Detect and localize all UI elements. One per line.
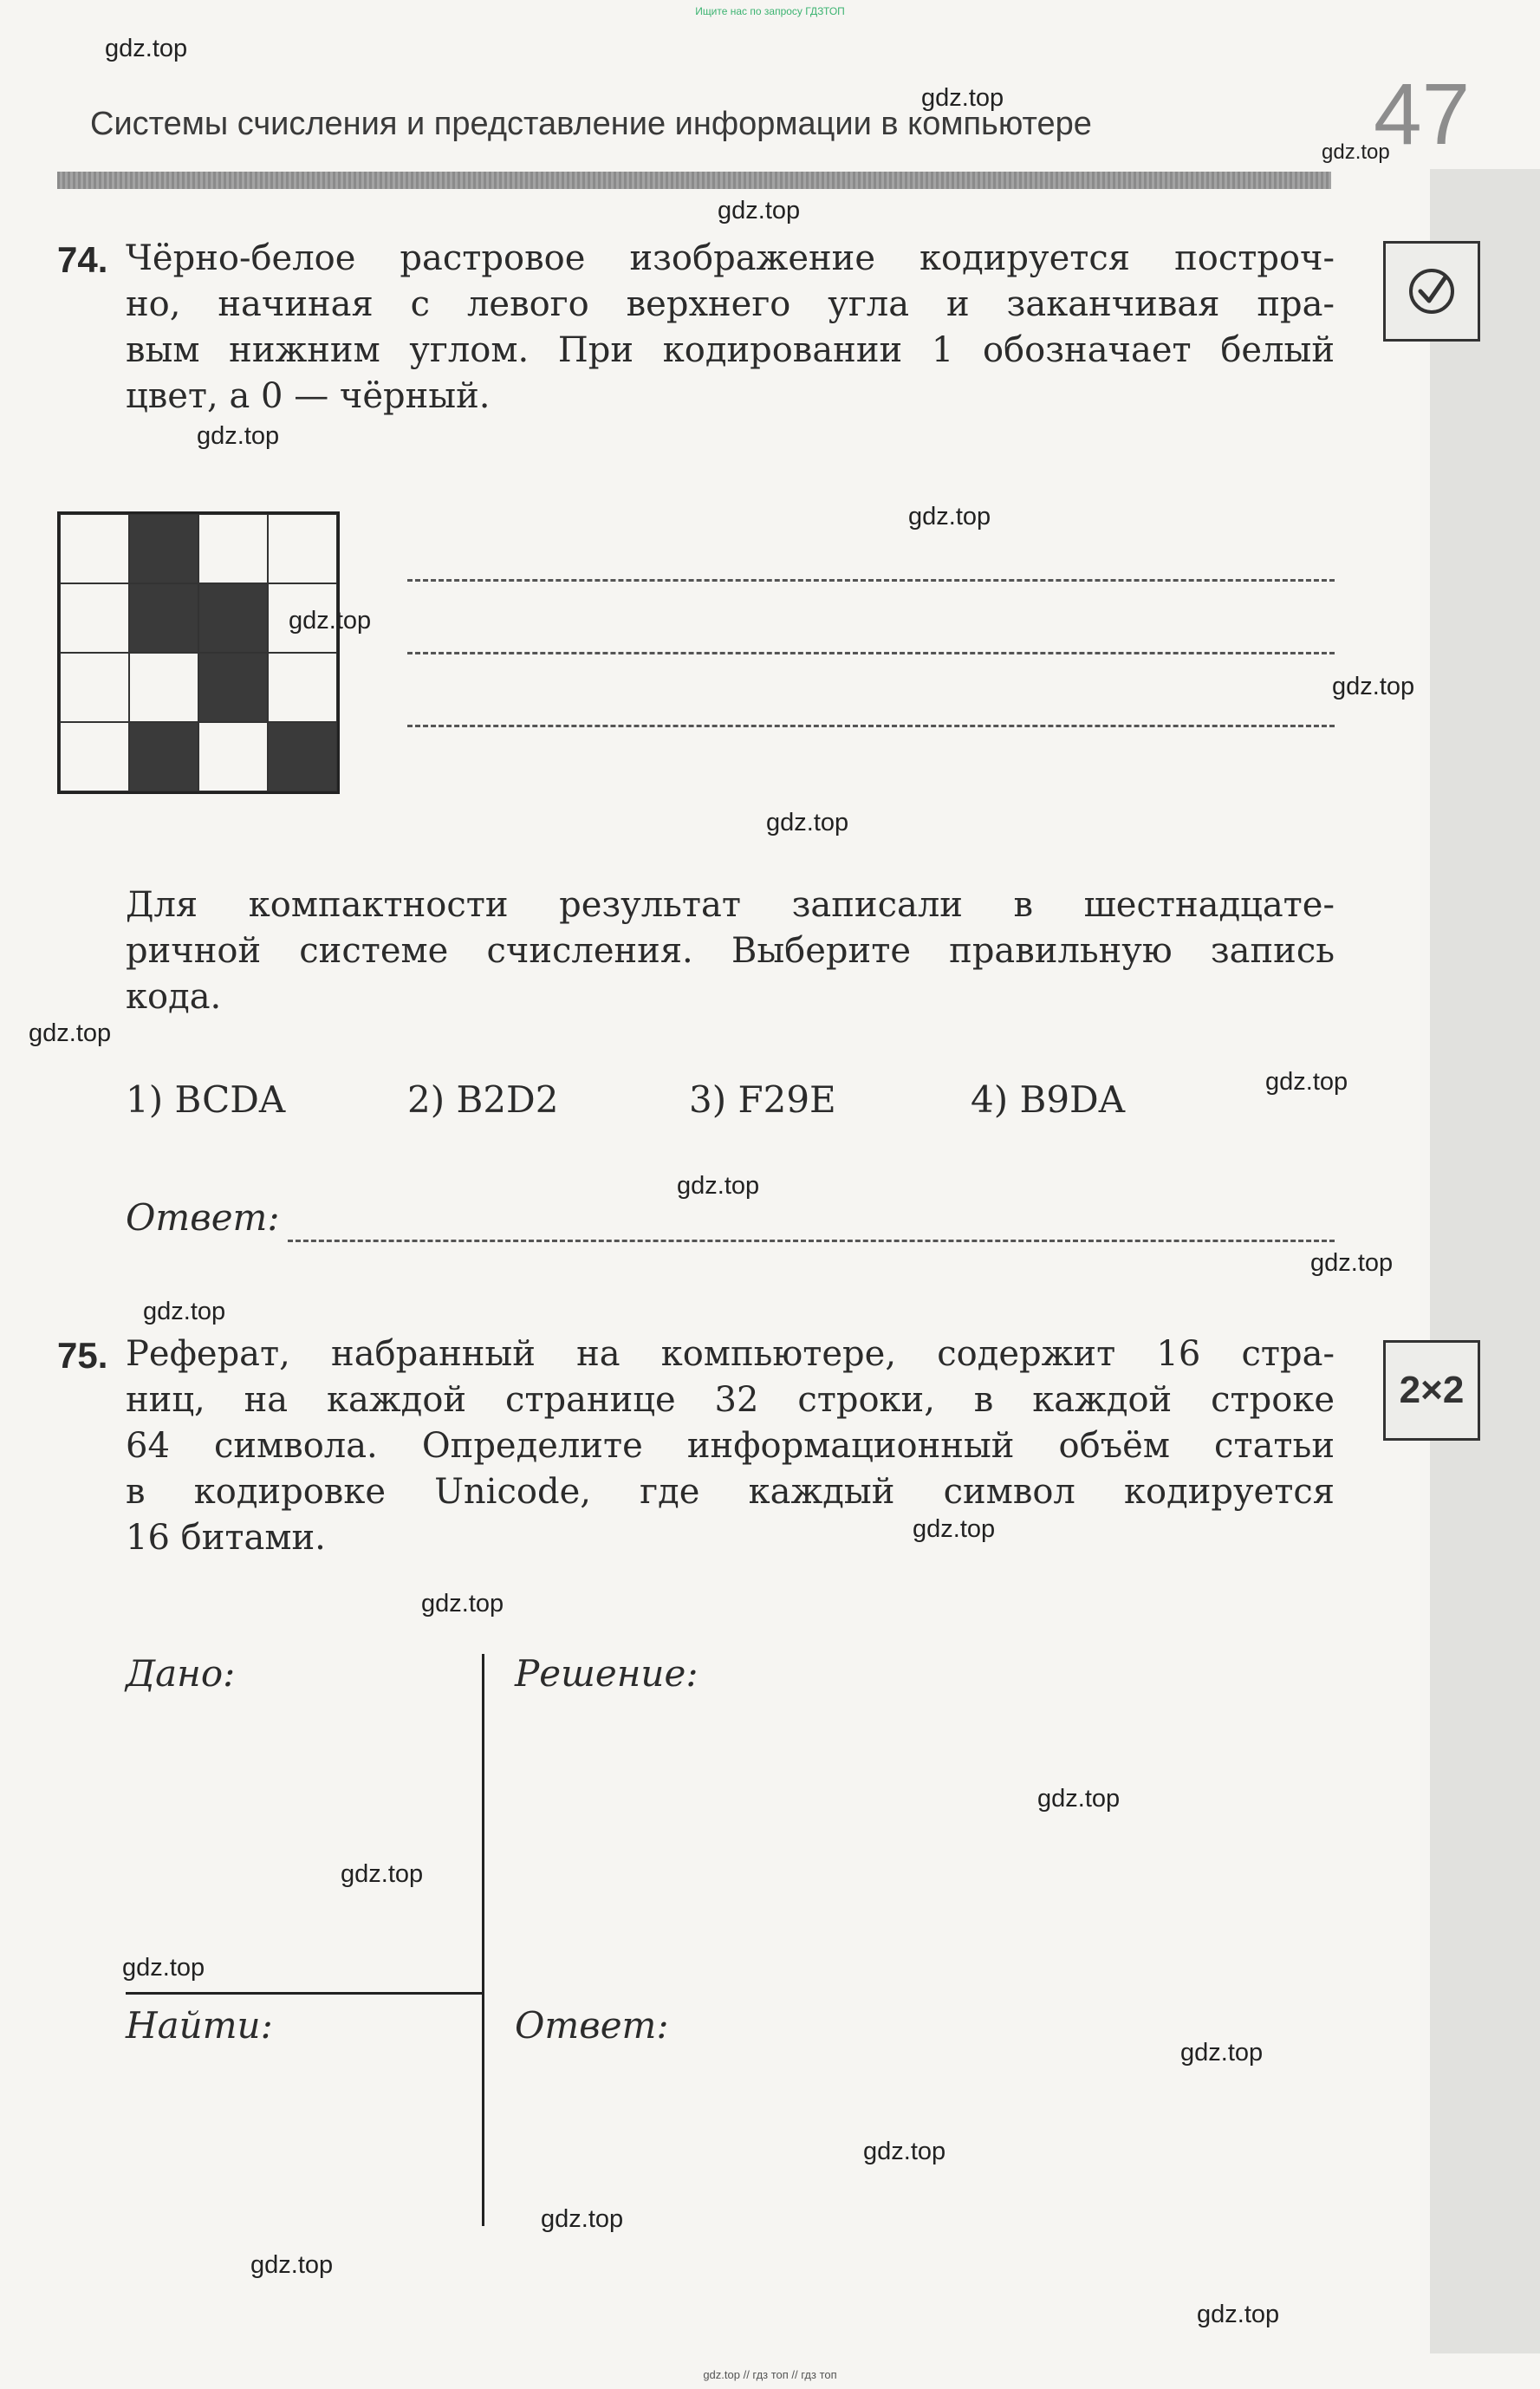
grid-cell-white xyxy=(60,583,129,653)
watermark: gdz.top xyxy=(863,2138,946,2165)
watermark: gdz.top xyxy=(1180,2039,1264,2067)
watermark: gdz.top xyxy=(1265,1068,1348,1096)
find-label: Найти: xyxy=(126,2004,273,2047)
dashed-answer-line xyxy=(407,725,1335,727)
option-4[interactable]: 4) B9DA xyxy=(971,1078,1126,1121)
dashed-answer-line xyxy=(407,652,1335,654)
calc-icon-box xyxy=(1383,1340,1480,1441)
task-74-number: 74. xyxy=(57,239,108,280)
watermark: gdz.top xyxy=(677,1172,760,1200)
text-line: Для компактности результат записали в шестнадцате- xyxy=(126,885,1335,925)
text-line: Реферат, набранный на компьютере, содержит 16 стра- xyxy=(126,1334,1335,1374)
watermark: gdz.top xyxy=(1332,673,1415,700)
text-line: 16 битами. xyxy=(126,1518,326,1558)
answer-options xyxy=(126,1078,1252,1121)
page-header-title: Системы счисления и представление информации в компьютере xyxy=(90,106,1092,142)
task-74-text xyxy=(126,236,1335,420)
grid-cell-white xyxy=(268,653,337,722)
watermark: gdz.top xyxy=(29,1019,112,1047)
task-75-number: 75. xyxy=(57,1335,108,1376)
header-rule xyxy=(57,172,1331,189)
grid-cell-white xyxy=(60,653,129,722)
footer-note: gdz.top // гдз топ // гдз топ xyxy=(703,2368,837,2381)
task-75-text xyxy=(126,1331,1335,1561)
check-icon-box xyxy=(1383,241,1480,342)
given-label: Дано: xyxy=(126,1652,236,1695)
watermark: gdz.top xyxy=(341,1860,424,1888)
watermark: gdz.top xyxy=(105,35,188,62)
answer-label: Ответ: xyxy=(126,1196,280,1239)
task-74-text-2 xyxy=(126,882,1335,1020)
check-circle-icon xyxy=(1405,264,1459,318)
dashed-answer-line xyxy=(407,579,1335,582)
text-line: цвет, а 0 — чёрный. xyxy=(126,376,491,416)
text-line: 64 символа. Определите информационный объём статьи xyxy=(126,1426,1335,1466)
grid-cell-black xyxy=(129,583,198,653)
watermark: gdz.top xyxy=(1037,1785,1121,1813)
solution-label: Решение: xyxy=(515,1652,699,1695)
grid-cell-white xyxy=(129,653,198,722)
grid-cell-black xyxy=(198,583,268,653)
watermark: gdz.top xyxy=(908,503,991,531)
grid-cell-black xyxy=(129,514,198,583)
answer-label-75: Ответ: xyxy=(515,2004,669,2047)
grid-cell-white xyxy=(60,722,129,791)
watermark: gdz.top xyxy=(421,1590,504,1618)
watermark: gdz.top xyxy=(1322,140,1390,164)
watermark: gdz.top xyxy=(913,1515,996,1543)
watermark: gdz.top xyxy=(921,84,1004,112)
watermark: gdz.top xyxy=(143,1298,226,1325)
option-1[interactable]: 1) BCDA xyxy=(126,1078,286,1121)
text-line: кода. xyxy=(126,977,222,1017)
grid-cell-white xyxy=(198,722,268,791)
text-line: ниц, на каждой странице 32 строки, в каждой строке xyxy=(126,1380,1335,1420)
watermark: gdz.top xyxy=(122,1954,205,1982)
answer-line[interactable] xyxy=(288,1240,1335,1242)
grid-cell-black xyxy=(129,722,198,791)
grid-cell-black xyxy=(268,722,337,791)
watermark: gdz.top xyxy=(718,197,801,225)
grid-cell-white xyxy=(198,514,268,583)
watermark: gdz.top xyxy=(250,2251,334,2279)
watermark: gdz.top xyxy=(289,607,372,635)
grid-cell-white xyxy=(268,514,337,583)
grid-cell-black xyxy=(198,653,268,722)
watermark: gdz.top xyxy=(1197,2301,1280,2328)
text-line: в кодировке Unicode, где каждый символ кодируется xyxy=(126,1472,1335,1512)
grid-cell-white xyxy=(60,514,129,583)
page-number: 47 xyxy=(1374,66,1471,163)
text-line: вым нижним углом. При кодировании 1 обозначает белый xyxy=(126,330,1335,370)
text-line: ричной системе счисления. Выберите правильную запись xyxy=(126,931,1335,971)
option-2[interactable]: 2) B2D2 xyxy=(407,1078,559,1121)
watermark: gdz.top xyxy=(766,809,849,836)
watermark: gdz.top xyxy=(197,422,280,450)
top-note: Ищите нас по запросу ГДЗТОП xyxy=(695,5,845,17)
watermark: gdz.top xyxy=(541,2205,624,2233)
pixel-grid xyxy=(57,511,340,794)
grid-cell-white xyxy=(268,583,337,653)
two-by-two-icon: 2×2 xyxy=(1399,1369,1465,1411)
text-line: Чёрно-белое растровое изображение кодируется построч- xyxy=(126,238,1335,278)
form-horizontal-divider xyxy=(126,1992,484,1995)
watermark: gdz.top xyxy=(1310,1249,1394,1277)
text-line: но, начиная с левого верхнего угла и заканчивая пра- xyxy=(126,284,1335,324)
form-vertical-divider xyxy=(482,1654,484,2226)
side-strip xyxy=(1430,169,1540,2353)
option-3[interactable]: 3) F29E xyxy=(689,1078,836,1121)
